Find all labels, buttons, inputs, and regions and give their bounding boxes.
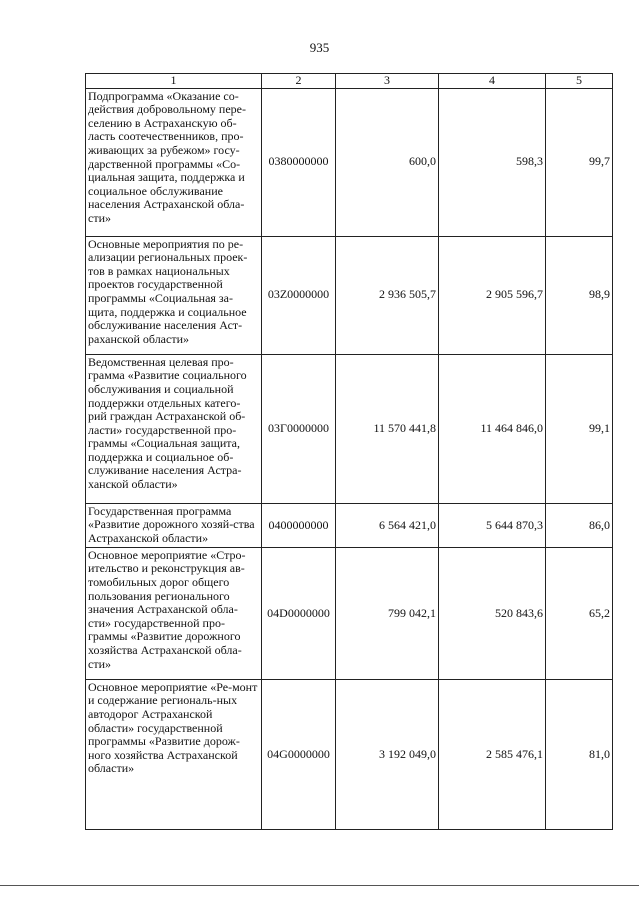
row-percent: 81,0 [546,679,613,829]
row-value-col3: 3 192 049,0 [336,679,439,829]
header-col-5: 5 [546,74,613,89]
row-percent: 65,2 [546,547,613,679]
report-table [85,73,613,830]
table-row [86,547,613,679]
header-col-3: 3 [336,74,439,89]
row-value-col3: 6 564 421,0 [336,503,439,547]
row-value-col3: 799 042,1 [336,547,439,679]
row-name: Основное мероприятие «Ре-монт и содержание региональ-ных автодорог Астраханской области» государственной программы «Развитие дорож-ного хозяйства Астраханской области» [86,679,262,829]
table-row [86,503,613,547]
row-name: Государственная программа «Развитие дорожного хозяй-ства Астраханской области» [86,503,262,547]
row-value-col4: 11 464 846,0 [439,354,546,503]
row-name: Основное мероприятие «Стро-ительство и реконструкция ав-томобильных дорог общего пользования регионального значения Астраханской обла-сти» государственной про-граммы «Развитие дорожного хозяйства Астраханской обла-сти» [86,547,262,679]
row-value-col4: 2 905 596,7 [439,236,546,354]
row-value-col3: 600,0 [336,88,439,236]
page-number: 935 [309,40,330,55]
row-value-col4: 598,3 [439,88,546,236]
row-code: 0400000000 [262,503,336,547]
table-row [86,354,613,503]
row-name: Подпрограмма «Оказание со-действия добровольному пере-селению в Астраханскую об-ласть соотечественников, про-живающих за рубежом» госу-дарственной программы «Со-циальная защита, поддержка и социальное обслуживание населения Астраханской обла-сти» [86,88,262,236]
row-code: 03Г0000000 [262,354,336,503]
row-value-col3: 11 570 441,8 [336,354,439,503]
row-value-col4: 520 843,6 [439,547,546,679]
header-row [86,74,613,89]
header-col-1: 1 [86,74,262,89]
header-col-2: 2 [262,74,336,89]
row-value-col4: 2 585 476,1 [439,679,546,829]
row-value-col4: 5 644 870,3 [439,503,546,547]
row-name: Основные мероприятия по ре-ализации региональных проек-тов в рамках национальных проектов государственной программы «Социальная за-щита, поддержка и социальное обслуживание населения Аст-раханской области» [86,236,262,354]
row-code: 04G0000000 [262,679,336,829]
row-code: 04D0000000 [262,547,336,679]
row-percent: 98,9 [546,236,613,354]
page-bottom-rule [0,885,639,886]
table-row [86,679,613,829]
row-percent: 86,0 [546,503,613,547]
row-value-col3: 2 936 505,7 [336,236,439,354]
row-percent: 99,1 [546,354,613,503]
header-col-4: 4 [439,74,546,89]
table-row [86,88,613,236]
row-percent: 99,7 [546,88,613,236]
row-code: 0380000000 [262,88,336,236]
row-code: 03Z0000000 [262,236,336,354]
table-row [86,236,613,354]
row-name: Ведомственная целевая про-грамма «Развитие социального обслуживания и социальной поддержки отдельных катего-рий граждан Астраханской об-ласти» государственной про-граммы «Социальная защита, поддержка и социальное об-служивание населения Астра-ханской области» [86,354,262,503]
